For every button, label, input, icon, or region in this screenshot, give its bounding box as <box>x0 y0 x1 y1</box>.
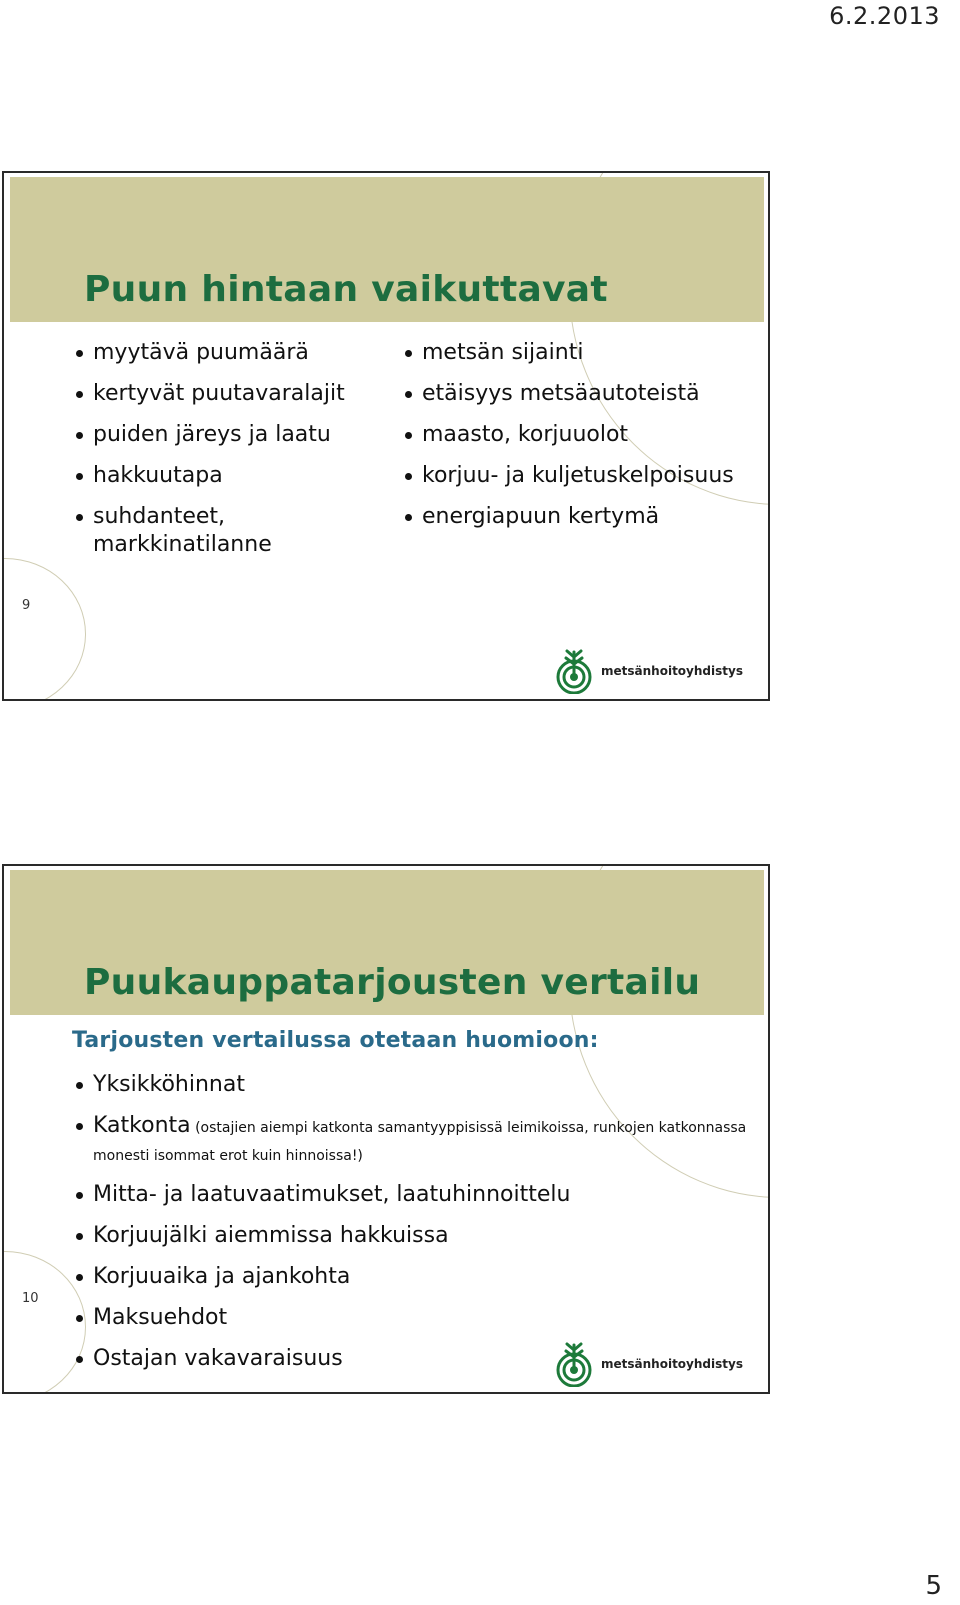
list-item-text: Korjuujälki aiemmissa hakkuissa <box>93 1223 449 1248</box>
list-item: myytävä puumäärä <box>74 339 394 367</box>
bullet-list <box>74 1071 754 1386</box>
list-item <box>74 1071 754 1099</box>
list-item: suhdanteet, markkinatilanne <box>74 503 394 559</box>
slide-number: 10 <box>22 1291 39 1306</box>
list-item <box>74 1263 754 1291</box>
bullet-list-right <box>403 339 753 544</box>
list-item: metsän sijainti <box>403 339 753 367</box>
list-item: puiden järeys ja laatu <box>74 421 394 449</box>
list-item: kertyvät puutavaralajit <box>74 380 394 408</box>
title-band <box>10 177 764 322</box>
page-number: 5 <box>925 1571 942 1601</box>
slide-subheading: Tarjousten vertailussa otetaan huomioon: <box>72 1028 599 1053</box>
logo-mark-icon <box>555 649 593 694</box>
list-item <box>74 1112 754 1168</box>
list-item <box>74 1181 754 1209</box>
page-date: 6.2.2013 <box>829 2 940 30</box>
slide-10 <box>2 864 770 1394</box>
list-item-text: Mitta- ja laatuvaatimukset, laatuhinnoittelu <box>93 1182 571 1207</box>
list-item <box>74 1304 754 1332</box>
list-item <box>74 1222 754 1250</box>
bullet-list-left <box>74 339 394 572</box>
slide-title: Puun hintaan vaikuttavat <box>84 269 608 310</box>
list-item-text: Korjuuaika ja ajankohta <box>93 1264 351 1289</box>
logo-text: metsänhoitoyhdistys <box>601 664 743 678</box>
logo-text: metsänhoitoyhdistys <box>601 1357 743 1371</box>
slide-title: Puukauppatarjousten vertailu <box>84 962 701 1003</box>
logo-mark-icon <box>555 1342 593 1387</box>
slide-number: 9 <box>22 598 31 613</box>
list-item-text: Ostajan vakavaraisuus <box>93 1346 343 1371</box>
title-band <box>10 870 764 1015</box>
list-item-text: Yksikköhinnat <box>93 1072 245 1097</box>
slide-9 <box>2 171 770 701</box>
list-item: maasto, korjuuolot <box>403 421 753 449</box>
list-item: hakkuutapa <box>74 462 394 490</box>
list-item: korjuu- ja kuljetuskelpoisuus <box>403 462 753 490</box>
list-item-text: Maksuehdot <box>93 1305 228 1330</box>
list-item-note: (ostajien aiempi katkonta samantyyppisissä leimikoissa, runkojen katkonnassa monesti isommat erot kuin hinnoissa!) <box>93 1120 747 1164</box>
list-item-text: Katkonta <box>93 1113 191 1138</box>
list-item: etäisyys metsäautoteistä <box>403 380 753 408</box>
list-item: energiapuun kertymä <box>403 503 753 531</box>
logo <box>555 649 755 694</box>
logo <box>555 1342 755 1387</box>
decorative-circle <box>2 558 86 701</box>
